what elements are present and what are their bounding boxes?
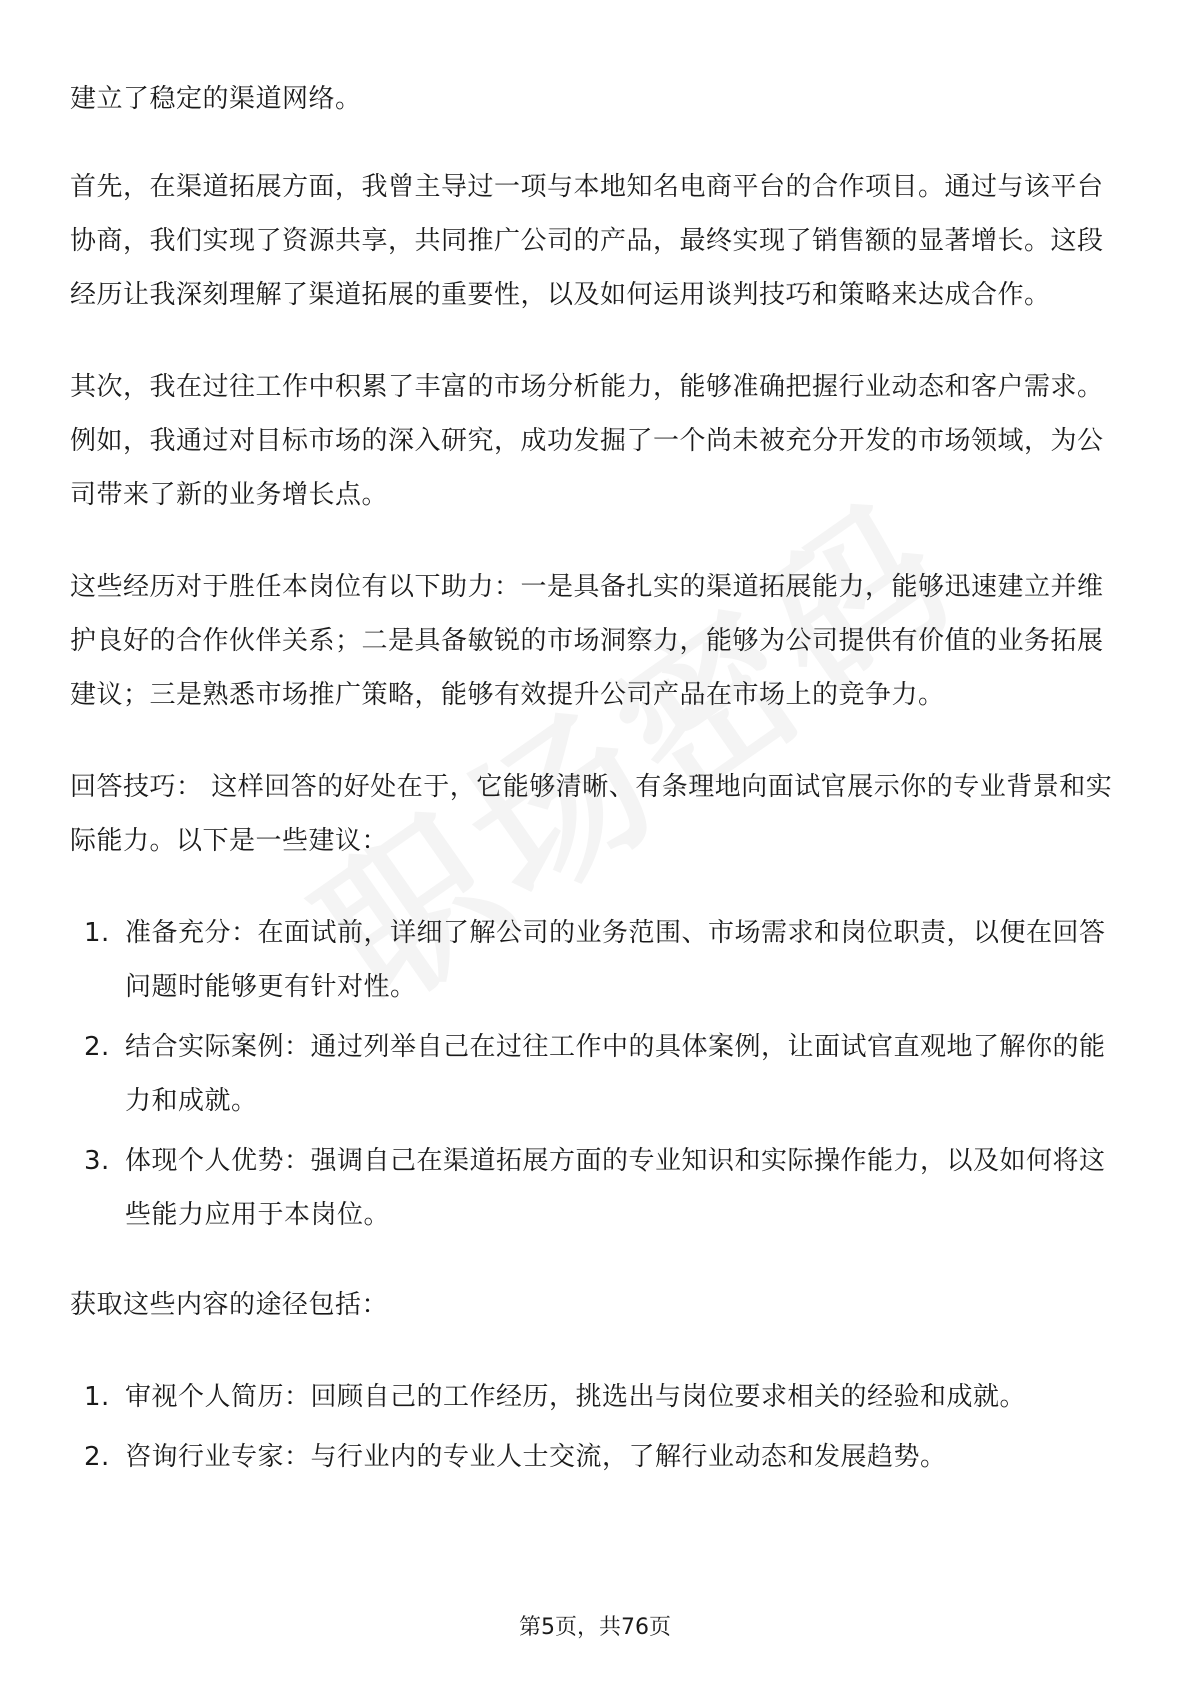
tips-list xyxy=(70,906,1120,1242)
paragraph-market-analysis: 其次，我在过往工作中积累了丰富的市场分析能力，能够准确把握行业动态和客户需求。例如，我通过对目标市场的深入研究，成功发掘了一个尚未被充分开发的市场领域，为公司带来了新的业务增长点。 xyxy=(70,372,1104,510)
paragraph-job-fit: 这些经历对于胜任本岗位有以下助力：一是具备扎实的渠道拓展能力，能够迅速建立并维护良好的合作伙伴关系；二是具备敏锐的市场洞察力，能够为公司提供有价值的业务拓展建议；三是熟悉市场推广策略，能够有效提升公司产品在市场上的竞争力。 xyxy=(70,572,1104,710)
list-item xyxy=(70,906,1120,1014)
list-number: 1. xyxy=(84,918,110,948)
list-text: 准备充分：在面试前，详细了解公司的业务范围、市场需求和岗位职责，以便在回答问题时能够更有针对性。 xyxy=(125,918,1106,1002)
list-text: 咨询行业专家：与行业内的专业人士交流，了解行业动态和发展趋势。 xyxy=(125,1442,947,1472)
list-text: 审视个人简历：回顾自己的工作经历，挑选出与岗位要求相关的经验和成就。 xyxy=(125,1382,1027,1412)
list-item xyxy=(70,1134,1120,1242)
paragraph-answer-tips: 回答技巧： 这样回答的好处在于，它能够清晰、有条理地向面试官展示你的专业背景和实际能力。以下是一些建议： xyxy=(70,772,1113,856)
list-text: 体现个人优势：强调自己在渠道拓展方面的专业知识和实际操作能力，以及如何将这些能力应用于本岗位。 xyxy=(125,1146,1106,1230)
document-body xyxy=(70,72,1120,1520)
list-text: 结合实际案例：通过列举自己在过往工作中的具体案例，让面试官直观地了解你的能力和成就。 xyxy=(125,1032,1106,1116)
list-item xyxy=(70,1370,1120,1424)
list-item xyxy=(70,1430,1120,1484)
list-number: 2. xyxy=(84,1442,110,1472)
page-number: 第5页，共76页 xyxy=(519,1615,671,1640)
paragraph-continuation: 建立了稳定的渠道网络。 xyxy=(70,84,362,114)
sources-list xyxy=(70,1370,1120,1484)
list-number: 2. xyxy=(84,1032,110,1062)
list-number: 1. xyxy=(84,1382,110,1412)
paragraph-sources-intro: 获取这些内容的途径包括： xyxy=(70,1290,389,1320)
list-number: 3. xyxy=(84,1146,110,1176)
paragraph-channel-expansion: 首先，在渠道拓展方面，我曾主导过一项与本地知名电商平台的合作项目。通过与该平台协商，我们实现了资源共享，共同推广公司的产品，最终实现了销售额的显著增长。这段经历让我深刻理解了渠道拓展的重要性，以及如何运用谈判技巧和策略来达成合作。 xyxy=(70,172,1104,310)
list-item xyxy=(70,1020,1120,1128)
